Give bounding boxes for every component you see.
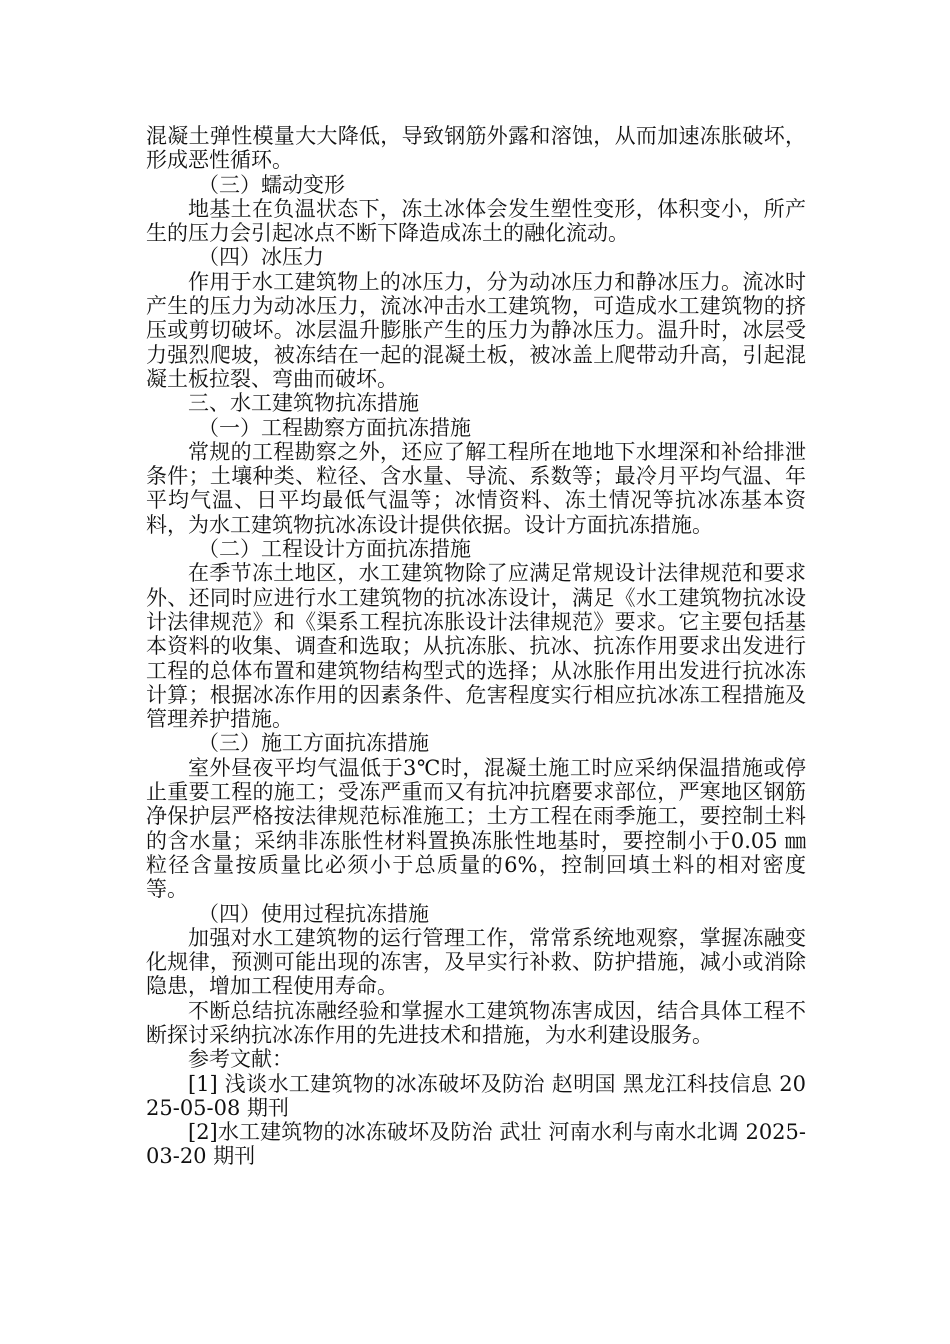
chapter-heading-measures: 三、水工建筑物抗冻措施: [188, 391, 419, 416]
section-heading-survey: （一）工程勘察方面抗冻措施: [198, 415, 471, 440]
reference-item-2: [2]水工建筑物的冰冻破坏及防治 武壮 河南水利与南水北调 2025-03-20 期刊: [146, 1120, 806, 1169]
references-heading: 参考文献：: [188, 1047, 293, 1072]
paragraph-construction: 室外昼夜平均气温低于3℃时，混凝土施工时应采纳保温措施或停止重要工程的施工；受冻严重而又有抗冲抗磨要求部位，严寒地区钢筋净保护层严格按法律规范标准施工；土方工程在雨季施工，要控制土料的含水量；采纳非冻胀性材料置换冻胀性地基时，要控制小于0.05 ㎜粒径含量按质量比必须小于总质量的6%，控制回填土料的相对密度等。: [146, 755, 806, 902]
section-heading-usage: （四）使用过程抗冻措施: [198, 901, 429, 926]
section-heading-creep: （三）蠕动变形: [198, 172, 345, 197]
paragraph-ice-pressure: 作用于水工建筑物上的冰压力，分为动冰压力和静冰压力。流冰时产生的压力为动冰压力，流冰冲击水工建筑物，可造成水工建筑物的挤压或剪切破坏。冰层温升膨胀产生的压力为静冰压力。温升时，冰层受力强烈爬坡，被冻结在一起的混凝土板，被冰盖上爬带动升高，引起混凝土板拉裂、弯曲而破坏。: [146, 269, 806, 391]
document-body: [146, 124, 806, 1169]
paragraph-continuation: 混凝土弹性模量大大降低，导致钢筋外露和溶蚀，从而加速冻胀破坏，形成恶性循环。: [146, 124, 806, 173]
paragraph-creep: 地基土在负温状态下，冻土冰体会发生塑性变形，体积变小，所产生的压力会引起冰点不断下降造成冻土的融化流动。: [146, 196, 806, 246]
paragraph-design: 在季节冻土地区，水工建筑物除了应满足常规设计法律规范和要求外、还同时应进行水工建筑物的抗冰冻设计，满足《水工建筑物抗冰设计法律规范》和《渠系工程抗冻胀设计法律规范》要求。它主要包括基本资料的收集、调查和选取；从抗冻胀、抗冰、抗冻作用要求出发进行工程的总体布置和建筑物结构型式的选择；从冰胀作用出发进行抗冰冻计算；根据冰冻作用的因素条件、危害程度实行相应抗冰冻工程措施及管理养护措施。: [146, 561, 806, 732]
paragraph-summary: 不断总结抗冻融经验和掌握水工建筑物冻害成因，结合具体工程不断探讨采纳抗冰冻作用的先进技术和措施，为水利建设服务。: [146, 998, 806, 1047]
section-heading-construction: （三）施工方面抗冻措施: [198, 731, 429, 756]
section-heading-ice-pressure: （四）冰压力: [198, 245, 324, 270]
section-heading-design: （二）工程设计方面抗冻措施: [198, 537, 471, 562]
paragraph-survey: 常规的工程勘察之外，还应了解工程所在地地下水埋深和补给排泄条件；土壤种类、粒径、含水量、导流、系数等；最冷月平均气温、年平均气温、日平均最低气温等；冰情资料、冻土情况等抗冰冻基本资料，为水工建筑物抗冰冻设计提供依据。设计方面抗冻措施。: [146, 439, 806, 537]
reference-item-1: [1] 浅谈水工建筑物的冰冻破坏及防治 赵明国 黑龙江科技信息 2025-05-08 期刊: [146, 1071, 806, 1120]
paragraph-usage: 加强对水工建筑物的运行管理工作，常常系统地观察，掌握冻融变化规律，预测可能出现的冻害，及早实行补救、防护措施，减小或消除隐患，增加工程使用寿命。: [146, 925, 806, 999]
